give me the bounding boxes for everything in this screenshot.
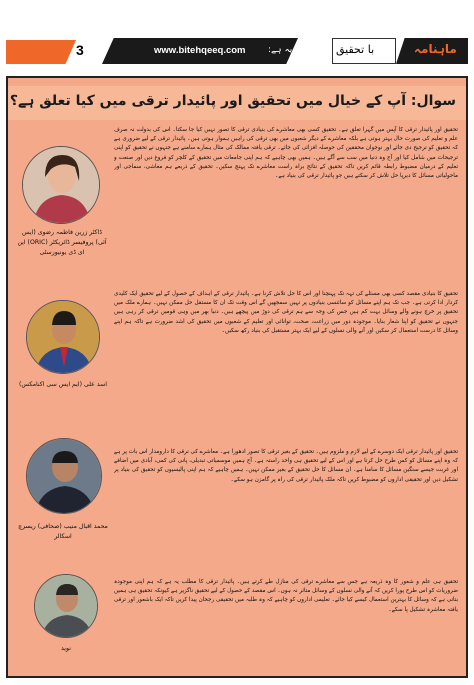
content-panel [6, 76, 468, 678]
header-accent [6, 40, 76, 64]
magazine-name: ماہنامہ [414, 42, 457, 56]
question-banner [8, 86, 466, 120]
page-number: 3 [76, 42, 84, 58]
contributor-4-photo [34, 574, 98, 638]
contributor-3-answer: تحقیق اور پائیدار ترقی ایک دوسرے کے لیے لازم و ملزوم ہیں۔ تحقیق کے بغیر ترقی کا تصور ادھورا ہے۔ معاشرے کی ترقی کا دارومدار اس بات پر ہے کہ وہ اپنے مسائل کو کس طرح حل کرتا ہے اور اس کے لیے تحقیق ہی واحد راستہ ہے۔ آج ہمیں موسمیاتی تبدیلی، پانی کی کمی، آبادی میں اضافے اور غربت جیسے سنگین مسائل کا سامنا ہے۔ ان مسائل کا حل تحقیق کے بغیر ممکن نہیں۔ ہمیں چاہیے کہ ہم اپنی پالیسیوں کو تحقیق کی بنیاد پر تشکیل دیں اور تحقیقی اداروں کو مضبوط کریں تاکہ ملک پائیدار ترقی کی راہ پر گامزن ہو سکے۔ [114, 449, 458, 483]
contributor-4-answer: تحقیق ہی علم و شعور کا وہ ذریعہ ہے جس سے معاشرے ترقی کی منازل طے کرتے ہیں۔ پائیدار ترقی کا مطلب یہ ہے کہ ہم اپنی موجودہ ضروریات کو اس طرح پورا کریں کہ آنے والی نسلوں کے وسائل متاثر نہ ہوں۔ اس مقصد کے حصول کے لیے تحقیق ناگزیر ہے کیونکہ تحقیق ہی ہمیں بتاتی ہے کہ وسائل کا بہترین استعمال کیسے کیا جائے۔ تعلیمی اداروں کو چاہیے کہ وہ طلبہ میں تحقیقی رجحان پیدا کریں تاکہ ایک باشعور اور ترقی یافتہ معاشرہ تشکیل پا سکے۔ [114, 579, 458, 613]
page-header [6, 36, 468, 66]
header-question-label: سوال یہ ہے: [268, 45, 317, 55]
contributor-1-name: ڈاکٹر زرین فاطمہ رضوی (ایس آئی) پروفیسر ڈائریکٹر (ORIC) این ای ڈی یونیورسٹی [17, 229, 107, 256]
contributor-2-answer: تحقیق کا بنیادی مقصد کسی بھی مسئلے کی تہہ تک پہنچنا اور اس کا حل تلاش کرنا ہے۔ پائیدار ترقی کے اہداف کے حصول کے لیے تحقیق ایک کلیدی کردار ادا کرتی ہے۔ جب تک ہم اپنے مسائل کو سائنسی بنیادوں پر نہیں سمجھیں گے اس وقت تک ان کا مستقل حل ممکن نہیں۔ ہمارے ملک میں تحقیق پر خرچ ہونے والے وسائل بہت کم ہیں جس کی وجہ سے ہم ترقی کی دوڑ میں پیچھے ہیں۔ دنیا بھر میں وہی قومیں ترقی کر رہی ہیں جنہوں نے تحقیق کو اپنا شعار بنایا۔ موجودہ دور میں زراعت، صحت، توانائی اور تعلیم کے شعبوں میں تحقیق کی اشد ضرورت ہے تاکہ ہم اپنے وسائل کا درست استعمال کر سکیں اور آنے والی نسلوں کے لیے ایک بہتر مستقبل کی بنیاد رکھ سکیں۔ [114, 291, 458, 334]
question-heading: سوال: آپ کے خیال میں تحقیق اور پائیدار ترقی میں کیا تعلق ہے؟ [9, 93, 456, 109]
contributor-1-answer: تحقیق اور پائیدار ترقی کا آپس میں گہرا تعلق ہے۔ تحقیق کسی بھی معاشرے کی بنیادی ترقی کا تصور نہیں کیا جا سکتا۔ اس کی بدولت نہ صرف علم و تعلیم کی صورت حال بہتر ہوتی ہے بلکہ معاشرے کے دیگر شعبوں میں بھی ترقی کی راہیں ہموار ہوتی ہیں۔ پائیدار ترقی کے لیے ضروری ہے کہ تحقیق کو ترجیح دی جائے اور نوجوان محققین کی حوصلہ افزائی کی جائے۔ ترقی یافتہ ممالک کی مثال ہمارے سامنے ہے جنہوں نے تحقیق کو اپنی ترجیحات میں شامل کیا اور آج وہ دنیا میں سب سے آگے ہیں۔ ہمیں بھی چاہیے کہ ہم اپنی جامعات میں تحقیق کے کلچر کو فروغ دیں اور صنعت و تعلیم کے درمیان مضبوط رابطہ قائم کریں تاکہ تحقیق کے نتائج براہ راست معاشرے تک پہنچ سکیں۔ تحقیق کے ذریعے ہم معاشی، سماجی اور ماحولیاتی مسائل کا دیرپا حل تلاش کر سکتے ہیں جو پائیدار ترقی کی بنیاد ہے۔ [114, 127, 458, 180]
contributor-2-photo [26, 300, 100, 374]
website-link[interactable]: www.bitehqeeq.com [154, 45, 246, 56]
contributor-3-name: محمد اقبال منیب (صحافی) ریسرچ اسکالر [18, 523, 108, 540]
contributor-3-photo [26, 438, 102, 514]
contributor-4-name: نوید [61, 645, 71, 652]
contributor-1-photo [22, 146, 100, 224]
section-title: با تحقیق [336, 43, 375, 56]
contributor-2-name: اسد علی (ایم ایس سی اکنامکس) [19, 381, 107, 388]
